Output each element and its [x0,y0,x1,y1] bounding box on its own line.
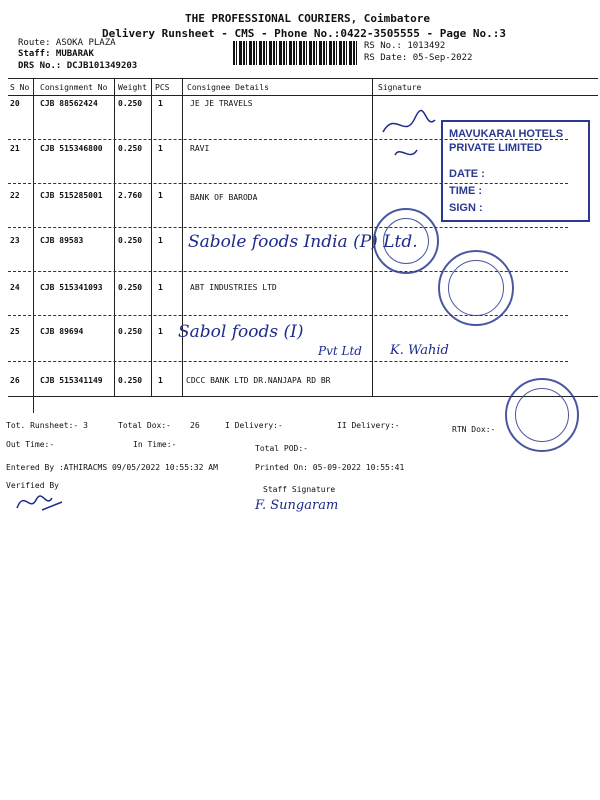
staff-signature: F. Sungaram [255,498,339,513]
runsheet-subtitle: Delivery Runsheet - CMS - Phone No.:0422-3505555 - Page No.:3 [102,27,506,40]
row-sno: 23 [10,236,20,245]
company-title: THE PROFESSIONAL COURIERS, Coimbatore [185,12,431,25]
row-consignee: ABT INDUSTRIES LTD [190,283,277,292]
row-sno: 20 [10,99,20,108]
handwritten-signature-row25: K. Wahid [390,343,449,358]
round-seal [438,250,514,326]
row-pcs: 1 [158,327,163,336]
row-consignment: CJB 515285001 [40,191,103,200]
row-sno: 21 [10,144,20,153]
total-pod: Total POD:- [255,444,308,453]
header-weight: Weight [118,83,147,92]
row-consignment: CJB 88562424 [40,99,98,108]
row-weight: 0.250 [118,99,143,108]
row-weight: 0.250 [118,283,143,292]
handwritten-consignee-row25: Sabol foods (I) [178,322,304,342]
stamp-date: DATE : [449,168,485,180]
header-sno: S No [10,83,30,92]
stamp-sign: SIGN : [449,202,483,214]
printed-on: Printed On: 05-09-2022 10:55:41 [255,463,405,472]
row-pcs: 1 [158,191,163,200]
row-weight: 2.760 [118,191,143,200]
row-consignee: JE JE TRAVELS [190,99,253,108]
handwritten-consignee-row23: Sabole foods India (P) Ltd. [188,232,418,252]
total-dox-value: 26 [190,421,200,430]
row-pcs: 1 [158,376,163,385]
rs-date: RS Date: 05-Sep-2022 [364,53,473,63]
handwritten-consignee-row25-b: Pvt Ltd [318,344,362,358]
row-sno: 22 [10,191,20,200]
round-seal [505,378,579,452]
row-consignee: RAVI [190,144,210,153]
drs-number: DRS No.: DCJB101349203 [18,61,138,71]
rtn-dox: RTN Dox:- [452,425,496,434]
row-consignment: CJB 89583 [40,236,84,245]
round-seal [373,208,439,274]
verified-signature [12,488,72,518]
stamp-time: TIME : [449,185,482,197]
tot-runsheet: Tot. Runsheet:- 3 [6,421,88,430]
row-consignment: CJB 515341093 [40,283,103,292]
staff-label: Staff: MUBARAK [18,49,94,59]
row-consignment: CJB 89694 [40,327,84,336]
header-consignee: Consignee Details [187,83,269,92]
route-label: Route: ASOKA PLAZA [18,38,116,48]
row-sno: 26 [10,376,20,385]
row-pcs: 1 [158,99,163,108]
total-dox-label: Total Dox:- [118,421,171,430]
row-weight: 0.250 [118,236,143,245]
rs-number: RS No.: 1013492 [364,41,446,51]
row-weight: 0.250 [118,376,143,385]
verified-by: Verified By [6,481,59,490]
company-stamp [441,120,590,222]
row-consignment: CJB 515346800 [40,144,103,153]
row-sno: 25 [10,327,20,336]
entered-by: Entered By :ATHIRACMS 09/05/2022 10:55:32 AM [6,463,218,472]
row-sno: 24 [10,283,20,292]
row-weight: 0.250 [118,144,143,153]
i-delivery: I Delivery:- [225,421,283,430]
row-pcs: 1 [158,144,163,153]
header-signature: Signature [378,83,422,92]
row-pcs: 1 [158,236,163,245]
barcode [233,41,358,65]
row-weight: 0.250 [118,327,143,336]
row-consignee: CDCC BANK LTD DR.NANJAPA RD BR [186,376,331,385]
row-consignment: CJB 515341149 [40,376,103,385]
in-time: In Time:- [133,440,177,449]
out-time: Out Time:- [6,440,55,449]
row-consignee: BANK OF BARODA [190,193,258,202]
header-consignment: Consignment No [40,83,108,92]
ii-delivery: II Delivery:- [337,421,400,430]
row-pcs: 1 [158,283,163,292]
staff-signature-label: Staff Signature [263,485,336,494]
header-pcs: PCS [155,83,170,92]
stamp-title: MAVUKARAI HOTELS PRIVATE LIMITED [449,128,564,154]
